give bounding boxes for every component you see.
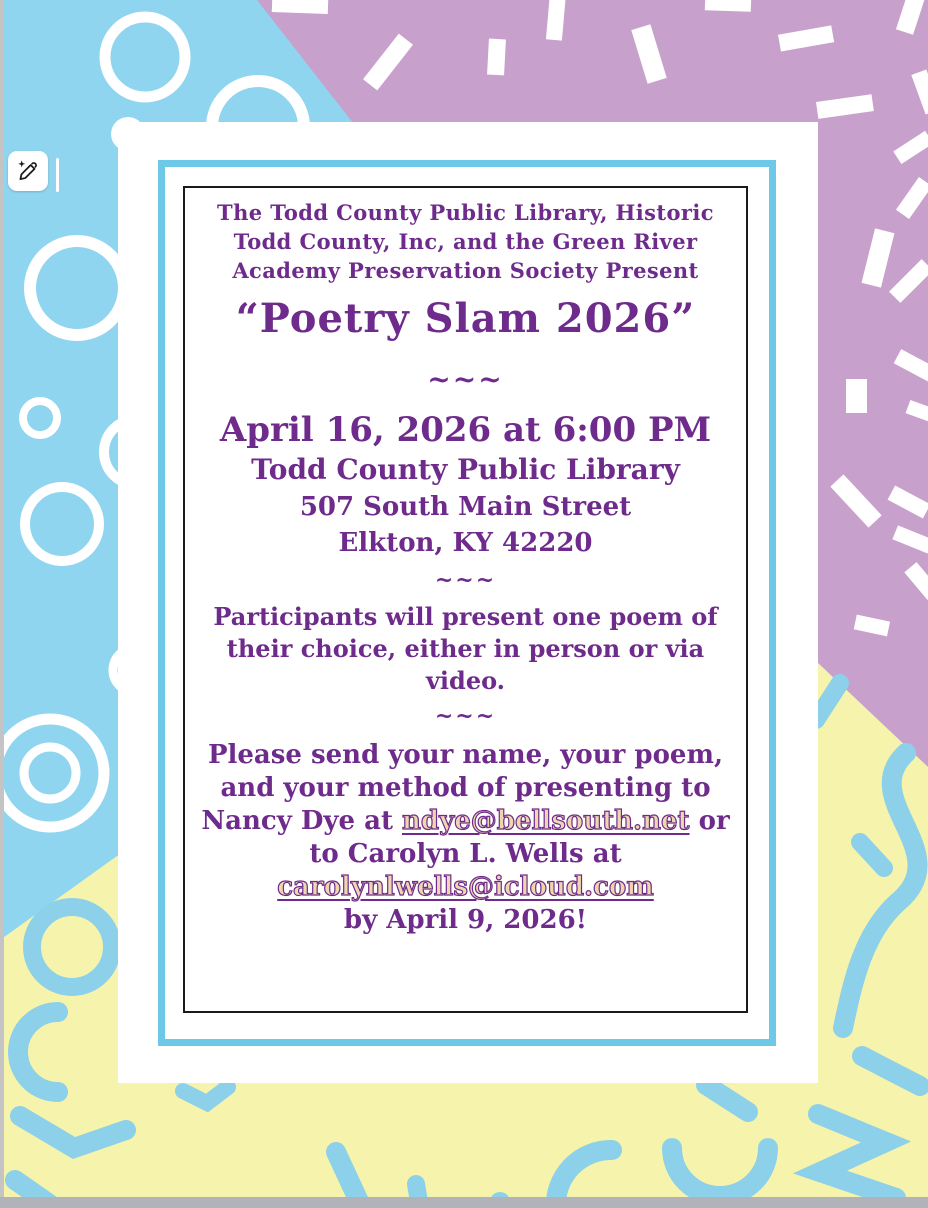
details-line: their choice, either in person or via [226,634,705,663]
presenter-line: Academy Preservation Society Present [232,258,699,283]
event-venue: Todd County Public Library [251,453,680,486]
separator: ~~~ [427,363,504,396]
contact-line [185,805,746,838]
contact-line: Please send your name, your poem, [207,740,724,770]
sparkle-pen-icon [15,158,41,184]
details-line: Participants will present one poem of [213,602,718,631]
contact-line: and your method of presenting to [220,773,711,803]
email-link-carolyn[interactable]: carolynlwells@icloud.com [277,872,654,902]
contact-line: to Carolyn L. Wells at [309,839,622,869]
contact-line [185,871,746,904]
edit-button[interactable] [8,151,48,191]
email-link-nancy[interactable]: ndye@bellsouth.net [402,806,690,836]
flyer-content-box [183,186,748,1013]
event-title: “Poetry Slam 2026” [235,295,696,342]
event-address-street: 507 South Main Street [299,492,632,522]
event-datetime: April 16, 2026 at 6:00 PM [219,410,712,450]
event-address-city: Elkton, KY 42220 [338,528,593,558]
contact-text: Nancy Dye at [201,806,403,836]
separator: ~~~ [434,567,497,593]
details-line: video. [425,666,506,695]
separator: ~~~ [434,703,497,729]
contact-deadline: by April 9, 2026! [343,905,588,935]
presenter-line: The Todd County Public Library, Historic [217,200,714,225]
flyer [118,122,818,1083]
toolbar-divider [56,158,59,192]
presenter-line: Todd County, Inc, and the Green River [233,229,698,254]
contact-text: or [689,806,730,836]
